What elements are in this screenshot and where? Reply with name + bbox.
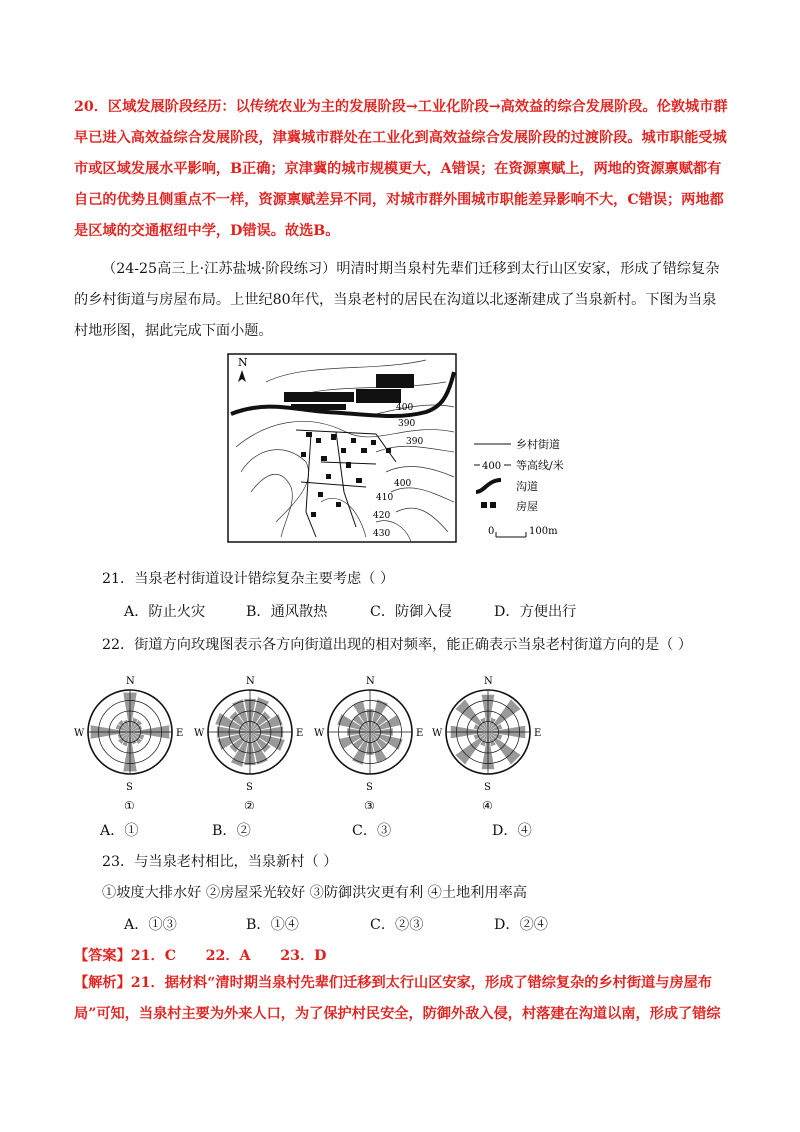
q22-text: 22．街道方向玫瑰图表示各方向街道出现的相对频率，能正确表示当泉老村街道方向的是（ ） <box>102 637 693 653</box>
q23-option-a: A．①③ <box>124 917 177 933</box>
q21-option-c: C．防御入侵 <box>370 604 452 620</box>
answer-text: 21．C 22．A 23．D <box>130 948 327 964</box>
q21-option-b: B．通风散热 <box>246 604 328 620</box>
rose-petal <box>455 699 488 732</box>
q22-option-a: A．① <box>100 823 139 839</box>
answer-line <box>74 945 326 965</box>
q22-option-c: C．③ <box>352 823 392 839</box>
scale-length: 100m <box>529 526 558 537</box>
scale-zero: 0 <box>488 526 495 537</box>
q20-explanation: 20．区域发展阶段经历：以传统农业为主的发展阶段→工业化阶段→高效益的综合发展阶段。伦敦城市群早已进入高效益综合发展阶段，津冀城市群处在工业化到高效益综合发展阶段的过渡阶段。城市职能受城市或区域发展水平影响，B正确；京津冀的城市规模更大，A错误；在资源禀赋上，两地的资源禀赋都有自己的优势且侧重点不一样，资源禀赋差异不同，对城市群外围城市职能差异影响不大，C错误；两地都是区域的交通枢纽中学，D错误。故选B。 <box>74 99 728 239</box>
rose-diagrams <box>70 664 550 809</box>
rose-diagram <box>194 676 303 809</box>
analysis-tag: 【解析】 <box>74 975 131 991</box>
rose-number: ① <box>124 799 135 809</box>
rose-diagram <box>314 676 423 809</box>
rose-petal <box>455 732 488 765</box>
question-stem: （24-25高三上·江苏盐城·阶段练习）明清时期当泉村先辈们迁移到太行山区安家，形成了错综复杂的乡村街道与房屋布局。上世纪80年代，当泉老村的居民在沟道以北逐渐建成了当泉新村。下图为当泉村地形图，据此完成下面小题。 <box>74 261 720 339</box>
legend-contour: 等高线/米 <box>516 459 564 472</box>
village-map <box>226 352 576 547</box>
contour-label: 390 <box>398 419 416 429</box>
contour-label: 420 <box>373 511 391 521</box>
q23-option-c: C．②③ <box>370 917 424 933</box>
q23-option-b: B．①④ <box>246 917 299 933</box>
rose-direction-label: W <box>314 728 325 739</box>
contour-label: 430 <box>373 529 391 539</box>
legend-contour-sample: 400 <box>482 461 502 472</box>
legend-house: 房屋 <box>516 500 538 513</box>
analysis-text: 21．据材料“清时期当泉村先辈们迁移到太行山区安家，形成了错综复杂的乡村街道与房屋布局”可知，当泉村主要为外来人口，为了保护村民安全，防御外敌入侵，村落建在沟道以南，形成了错综 <box>74 975 721 1022</box>
contour-label: 410 <box>376 493 394 503</box>
legend-gully: 沟道 <box>516 480 538 493</box>
rose-direction-label: S <box>484 782 491 793</box>
rose-direction-label: N <box>126 676 135 687</box>
rose-number: ③ <box>364 799 375 809</box>
q21-option-d: D．方便出行 <box>494 604 577 620</box>
rose-direction-label: W <box>194 728 205 739</box>
rose-direction-label: E <box>534 728 542 739</box>
q23-text: 23．与当泉老村相比，当泉新村（ ） <box>102 854 338 870</box>
rose-direction-label: S <box>366 782 373 793</box>
legend-street: 乡村街道 <box>516 438 560 451</box>
q22-option-d: D．④ <box>492 823 532 839</box>
q22-option-b: B．② <box>212 823 251 839</box>
rose-direction-label: N <box>246 676 255 687</box>
rose-direction-label: W <box>432 728 443 739</box>
rose-diagram <box>74 676 183 809</box>
rose-number: ④ <box>482 799 493 809</box>
rose-direction-label: N <box>484 676 493 687</box>
rose-direction-label: S <box>126 782 133 793</box>
rose-direction-label: E <box>296 728 304 739</box>
rose-direction-label: E <box>176 728 184 739</box>
rose-direction-label: S <box>246 782 253 793</box>
contour-label: 390 <box>406 437 424 447</box>
north-label: N <box>238 356 248 369</box>
q23-option-d: D．②④ <box>494 917 548 933</box>
rose-direction-label: N <box>366 676 375 687</box>
contour-label: 400 <box>396 403 414 413</box>
analysis <box>74 968 730 1030</box>
rose-direction-label: W <box>74 728 85 739</box>
rose-diagram <box>432 676 541 809</box>
contour-label: 400 <box>394 479 412 489</box>
rose-number: ② <box>244 799 255 809</box>
q21-text: 21．当泉老村街道设计错综复杂主要考虑（ ） <box>102 571 395 587</box>
q21-option-a: A．防止火灾 <box>124 604 206 620</box>
rose-petal <box>488 699 521 732</box>
rose-petal <box>488 732 521 765</box>
answer-tag: 【答案】 <box>74 948 131 964</box>
q23-statements: ①坡度大排水好 ②房屋采光较好 ③防御洪灾更有利 ④土地利用率高 <box>102 885 527 901</box>
rose-direction-label: E <box>416 728 424 739</box>
